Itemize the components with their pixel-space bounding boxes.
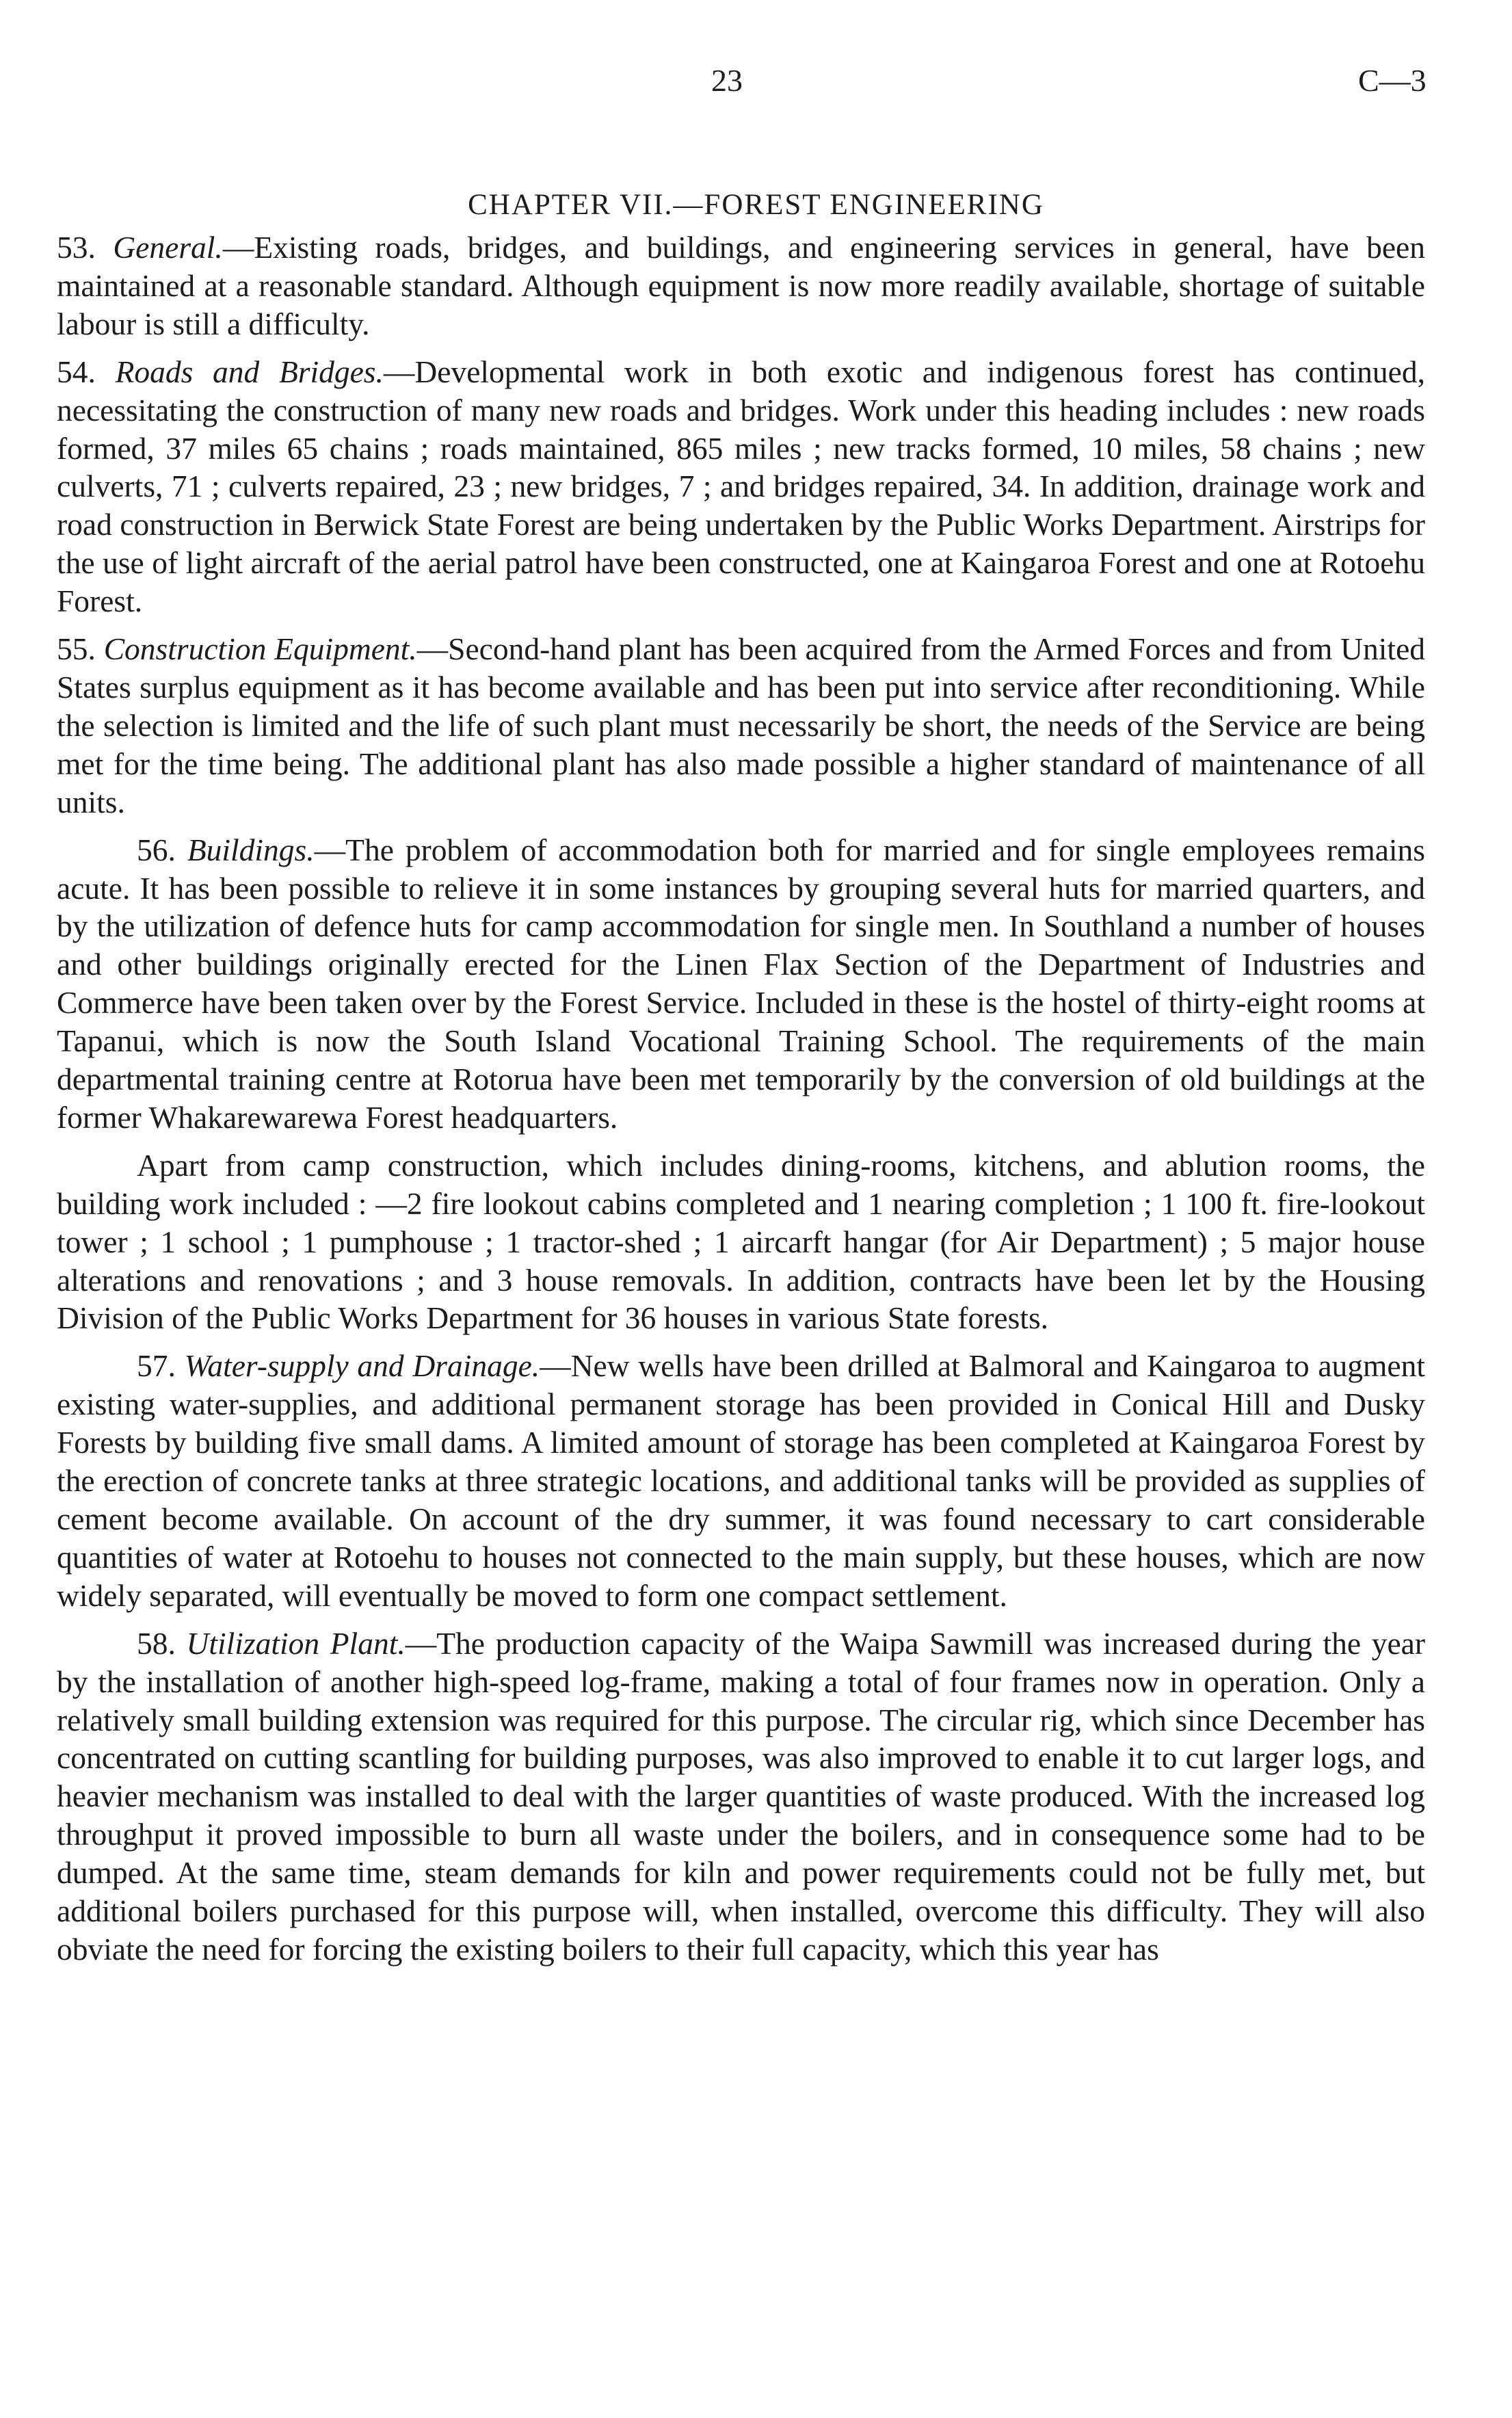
chapter-title: CHAPTER VII.—FOREST ENGINEERING [468,189,1044,221]
paragraph-text: —Existing roads, bridges, and buildings, and engineering services in general, have been maintained at a reasonable standard. Although equipment is now more readily available, shortage of suitable labour is still a difficulty. [57,230,1426,341]
paragraph-58 [57,1625,1425,1969]
report-code: C—3 [1358,63,1427,98]
paragraph-heading: Utilization Plant. [186,1625,406,1661]
paragraph-number: 55. [57,631,96,667]
paragraph-54 [57,353,1425,620]
paragraph-53 [57,228,1425,343]
paragraph-heading: Water-supply and Drainage. [184,1348,540,1384]
paragraph-57 [57,1347,1425,1614]
paragraph-number: 56. [137,832,176,867]
paragraph-text: —Developmental work in both exotic and indigenous forest has continued, necessitating the construction of many new roads and bridges. Work under this heading includes : new roads formed, 37 miles 65 chains ; roads maintained, 865 miles ; new tracks formed, 10 miles, 58 chains ; new culverts, 71 ; culverts repaired, 23 ; new bridges, 7 ; and bridges repaired, 34. In addition, drainage work and road construction in Berwick State Forest are being undertaken by the Public Works Department. Airstrips for the use of light aircraft of the aerial patrol have been constructed, one at Kaingaroa Forest and one at Rotoehu Forest. [57,354,1425,619]
paragraph-number: 58. [137,1625,176,1661]
page-number: 23 [711,63,743,98]
paragraph-heading: Construction Equipment. [103,631,417,667]
paragraph-heading: Roads and Bridges. [115,354,384,389]
paragraph-text: Apart from camp construction, which includes dining-rooms, kitchens, and ablution rooms, the building work included : —2 fire lookout cabins completed and 1 nearing completion ; 1 100 ft. fire-lookout tower ; 1 school ; 1 pumphouse ; 1 tractor-shed ; 1 aircarft hangar (for Air Department) ; 5 major house alterations and renovations ; and 3 house removals. In addition, contracts have been let by the Housing Division of the Public Works Department for 36 houses in various State forests. [57,1147,1425,1336]
paragraph-text: —Second-hand plant has been acquired from the Armed Forces and from United States surplus equipment as it has become available and has been put into service after reconditioning. While the selection is limited and the life of such plant must necessarily be short, the needs of the Service are being met for the time being. The additional plant has also made possible a higher standard of maintenance of all units. [57,631,1426,819]
paragraph-text: —The problem of accommodation both for married and for single employees remains acute. It has been possible to relieve it in some instances by grouping several huts for married quarters, and by the utilization of defence huts for camp accommodation for single men. In Southland a number of houses and other buildings originally erected for the Linen Flax Section of the Department of Industries and Commerce have been taken over by the Forest Service. Included in these is the hostel of thirty-eight rooms at Tapanui, which is now the South Island Vocational Training School. The requirements of the main departmental training centre at Rotorua have been met temporarily by the conversion of old buildings at the former Whakarewarewa Forest headquarters. [57,832,1426,1135]
paragraph-55 [57,630,1425,822]
paragraph-heading: General. [113,230,223,265]
paragraph-text: —The production capacity of the Waipa Sawmill was increased during the year by the installation of another high-speed log-frame, making a total of four frames now in operation. Only a relatively small building extension was required for this purpose. The circular rig, which since December has concentrated on cutting scantling for building purposes, was also improved to enable it to cut larger logs, and heavier mechanism was installed to deal with the larger quantities of waste produced. With the increased log throughput it proved impossible to burn all waste under the boilers, and in consequence some had to be dumped. At the same time, steam demands for kiln and power requirements could not be fully met, but additional boilers purchased for this purpose will, when installed, overcome this difficulty. They will also obviate the need for forcing the existing boilers to their full capacity, which this year has [57,1625,1425,1967]
paragraph-heading: Buildings. [187,832,315,867]
paragraph-56 [57,831,1425,1137]
paragraph-number: 54. [57,354,96,389]
paragraph-56-continued [57,1146,1425,1338]
body-text [57,228,1425,1978]
paragraph-text: —New wells have been drilled at Balmoral and Kaingaroa to augment existing water-supplies, and additional permanent storage has been provided in Conical Hill and Dusky Forests by building five small dams. A limited amount of storage has been completed at Kaingaroa Forest by the erection of concrete tanks at three strategic locations, and additional tanks will be provided as supplies of cement become available. On account of the dry summer, it was found necessary to cart considerable quantities of water at Rotoehu to houses not connected to the main supply, but these houses, which are now widely separated, will eventually be moved to form one compact settlement. [57,1348,1425,1613]
paragraph-number: 57. [137,1348,176,1384]
paragraph-number: 53. [57,230,96,265]
